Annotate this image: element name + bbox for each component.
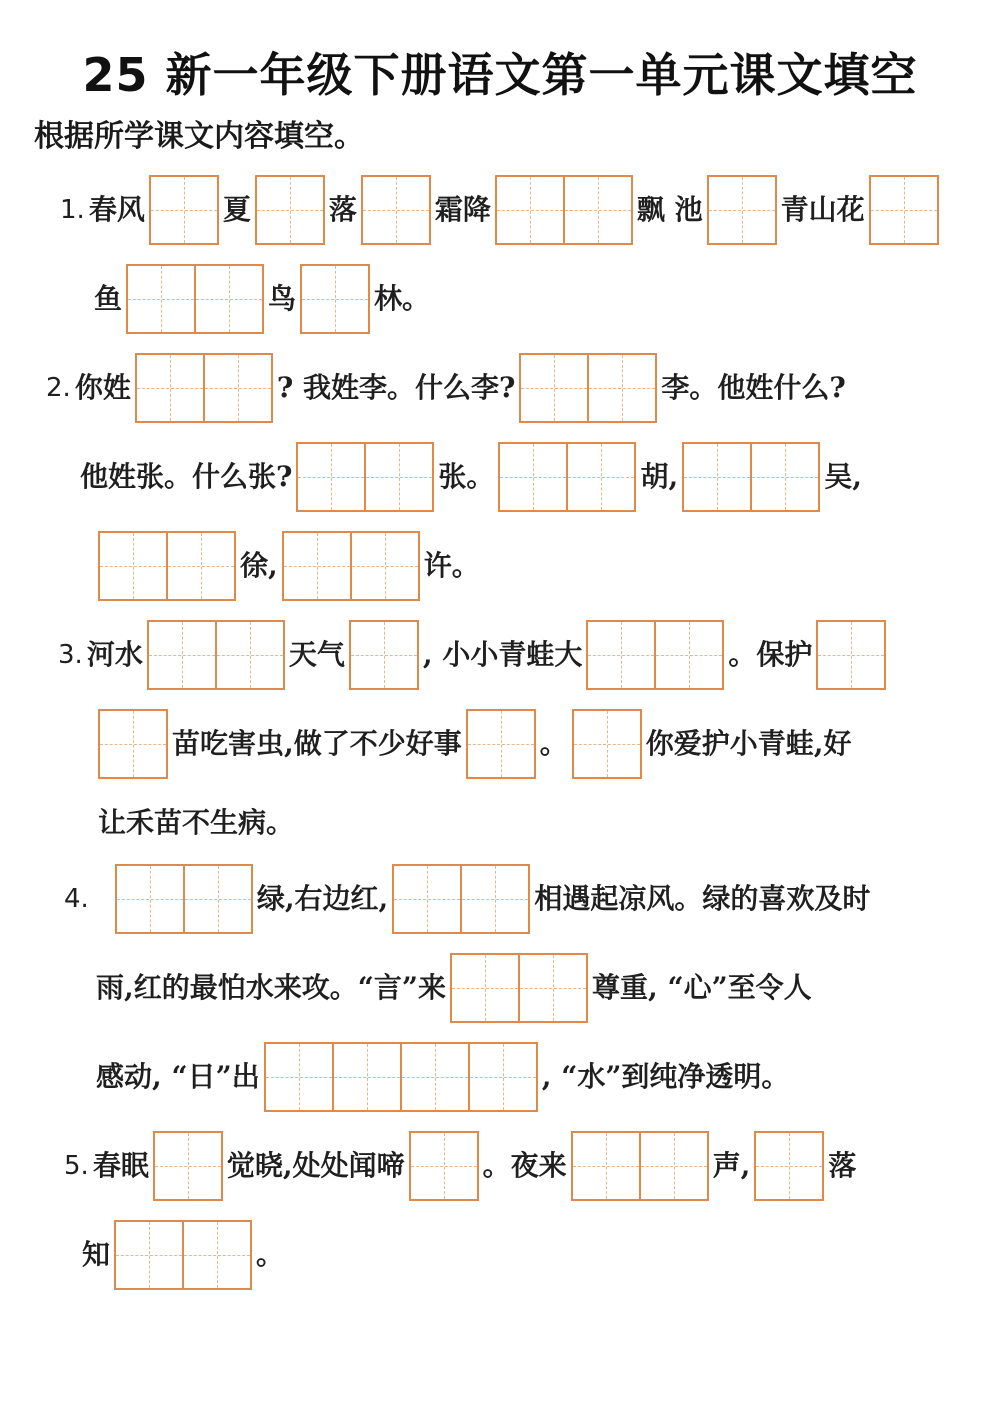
q2-line-3 <box>96 530 482 602</box>
answer-box-group[interactable] <box>754 1131 824 1201</box>
answer-box[interactable] <box>166 531 236 601</box>
answer-box-group[interactable] <box>571 1131 709 1201</box>
q1-text: 春风 <box>88 193 145 226</box>
answer-box[interactable] <box>750 442 820 512</box>
q5-line-2 <box>80 1219 286 1291</box>
q4-line-3 <box>94 1041 791 1113</box>
answer-box[interactable] <box>869 175 939 245</box>
q5-text: 落 <box>828 1149 857 1182</box>
answer-box[interactable] <box>215 620 285 690</box>
answer-box[interactable] <box>361 175 431 245</box>
q2-text: 许。 <box>423 549 480 582</box>
q5-number: 5. <box>64 1151 89 1181</box>
q1-text: 飘 池 <box>636 193 703 226</box>
q4-text: , “水”到纯净透明。 <box>541 1060 790 1093</box>
answer-box[interactable] <box>153 1131 223 1201</box>
instruction: 根据所学课文内容填空。 <box>34 119 364 154</box>
q3-line-2 <box>96 708 854 780</box>
answer-box[interactable] <box>135 353 205 423</box>
answer-box[interactable] <box>518 953 588 1023</box>
answer-box-group[interactable] <box>282 531 420 601</box>
answer-box[interactable] <box>498 442 568 512</box>
q2-text: 张。 <box>438 460 495 493</box>
answer-box[interactable] <box>468 1042 538 1112</box>
q1-text: 鱼 <box>94 282 123 315</box>
answer-box[interactable] <box>392 864 462 934</box>
q3-text: 你爱护小青蛙,好 <box>645 727 852 760</box>
answer-box[interactable] <box>296 442 366 512</box>
q2-text: 李。他姓什么? <box>661 371 846 404</box>
answer-box[interactable] <box>450 953 520 1023</box>
answer-box[interactable] <box>571 1131 641 1201</box>
answer-box[interactable] <box>654 620 724 690</box>
q1-text: 林。 <box>374 282 431 315</box>
q3-text: 。保护 <box>728 638 813 671</box>
answer-box[interactable] <box>707 175 777 245</box>
q1-text: 青山花 <box>780 193 865 226</box>
q2-text: 吴, <box>824 460 862 493</box>
answer-box-group[interactable] <box>519 353 657 423</box>
answer-box-group[interactable] <box>682 442 820 512</box>
q3-text: 。 <box>539 727 568 760</box>
q1-text: 霜降 <box>434 193 491 226</box>
answer-box[interactable] <box>349 620 419 690</box>
q2-text: ? 我姓李。什么李? <box>276 371 516 404</box>
q2-line-1 <box>44 352 848 424</box>
answer-box[interactable] <box>364 442 434 512</box>
q5-line-1 <box>62 1130 858 1202</box>
answer-box[interactable] <box>147 620 217 690</box>
q4-text: 雨,红的最怕水来攻。“言”来 <box>96 971 446 1004</box>
q1-text: 落 <box>328 193 357 226</box>
answer-box-group[interactable] <box>135 353 273 423</box>
answer-box[interactable] <box>816 620 886 690</box>
answer-box-group[interactable] <box>126 264 264 334</box>
answer-box[interactable] <box>754 1131 824 1201</box>
q2-number: 2. <box>46 373 71 403</box>
answer-box[interactable] <box>409 1131 479 1201</box>
answer-box-group[interactable] <box>98 531 236 601</box>
q5-text: 声, <box>712 1149 751 1182</box>
answer-box[interactable] <box>183 864 253 934</box>
q5-text: 知 <box>82 1238 111 1271</box>
answer-box[interactable] <box>639 1131 709 1201</box>
q3-text: , 小小青蛙大 <box>422 638 583 671</box>
answer-box-group[interactable] <box>498 442 636 512</box>
answer-box[interactable] <box>332 1042 402 1112</box>
answer-box[interactable] <box>566 442 636 512</box>
q2-text: 胡, <box>640 460 679 493</box>
answer-box-group[interactable] <box>572 709 642 779</box>
answer-box[interactable] <box>466 709 536 779</box>
answer-box[interactable] <box>114 1220 184 1290</box>
answer-box-group[interactable] <box>115 864 253 934</box>
answer-box[interactable] <box>115 864 185 934</box>
answer-box[interactable] <box>126 264 196 334</box>
answer-box-group[interactable] <box>495 175 633 245</box>
q3-text: 苗吃害虫,做了不少好事 <box>172 727 462 760</box>
q1-line-2 <box>92 263 432 335</box>
answer-box[interactable] <box>350 531 420 601</box>
answer-box-group[interactable] <box>147 620 285 690</box>
answer-box[interactable] <box>587 353 657 423</box>
q3-text: 让禾苗不生病。 <box>98 806 295 839</box>
q4-line-2 <box>94 952 814 1024</box>
answer-box[interactable] <box>203 353 273 423</box>
answer-box-group[interactable] <box>349 620 419 690</box>
answer-box[interactable] <box>682 442 752 512</box>
answer-box-group[interactable] <box>392 864 530 934</box>
answer-box-group[interactable] <box>149 175 219 245</box>
q1-number: 1. <box>60 195 85 225</box>
answer-box-group[interactable] <box>264 1042 538 1112</box>
q5-text: 。 <box>256 1238 285 1271</box>
q4-number: 4. <box>64 884 89 914</box>
answer-box[interactable] <box>149 175 219 245</box>
q2-text: 徐, <box>240 549 278 582</box>
q5-text: 春眠 <box>92 1149 149 1182</box>
answer-box[interactable] <box>264 1042 334 1112</box>
answer-box[interactable] <box>495 175 565 245</box>
answer-box-group[interactable] <box>466 709 536 779</box>
answer-box-group[interactable] <box>586 620 724 690</box>
answer-box[interactable] <box>572 709 642 779</box>
answer-box[interactable] <box>300 264 370 334</box>
answer-box-group[interactable] <box>707 175 777 245</box>
answer-box-group[interactable] <box>296 442 434 512</box>
q3-line-3 <box>96 787 296 859</box>
answer-box-group[interactable] <box>816 620 886 690</box>
answer-box[interactable] <box>98 709 168 779</box>
answer-box[interactable] <box>586 620 656 690</box>
answer-box-group[interactable] <box>98 709 168 779</box>
answer-box[interactable] <box>563 175 633 245</box>
q4-text: 绿,右边红, <box>256 882 389 915</box>
answer-box-group[interactable] <box>153 1131 223 1201</box>
q3-line-1 <box>56 619 888 691</box>
answer-box[interactable] <box>255 175 325 245</box>
q3-number: 3. <box>58 640 83 670</box>
answer-box[interactable] <box>519 353 589 423</box>
answer-box-group[interactable] <box>300 264 370 334</box>
q4-line-1 <box>62 863 872 935</box>
answer-box[interactable] <box>282 531 352 601</box>
page-title: 25 新一年级下册语文第一单元课文填空 <box>82 48 918 102</box>
q4-text: 相遇起凉风。绿的喜欢及时 <box>534 882 871 915</box>
q3-text: 天气 <box>288 638 345 671</box>
q4-text: 尊重, “心”至令人 <box>591 971 812 1004</box>
answer-box-group[interactable] <box>450 953 588 1023</box>
q5-text: 。夜来 <box>482 1149 567 1182</box>
answer-box-group[interactable] <box>255 175 325 245</box>
q1-line-1 <box>58 174 941 246</box>
q2-line-2 <box>78 441 864 513</box>
q5-text: 觉晓,处处闻啼 <box>226 1149 405 1182</box>
q4-text: 感动, “日”出 <box>96 1060 260 1093</box>
answer-box[interactable] <box>460 864 530 934</box>
answer-box[interactable] <box>98 531 168 601</box>
q1-text: 鸟 <box>268 282 297 315</box>
answer-box-group[interactable] <box>361 175 431 245</box>
q2-text: 他姓张。什么张? <box>80 460 293 493</box>
answer-box-group[interactable] <box>869 175 939 245</box>
answer-box[interactable] <box>194 264 264 334</box>
q3-text: 河水 <box>86 638 143 671</box>
q2-text: 你姓 <box>74 371 131 404</box>
answer-box-group[interactable] <box>409 1131 479 1201</box>
answer-box[interactable] <box>182 1220 252 1290</box>
q1-text: 夏 <box>222 193 251 226</box>
answer-box[interactable] <box>400 1042 470 1112</box>
answer-box-group[interactable] <box>114 1220 252 1290</box>
